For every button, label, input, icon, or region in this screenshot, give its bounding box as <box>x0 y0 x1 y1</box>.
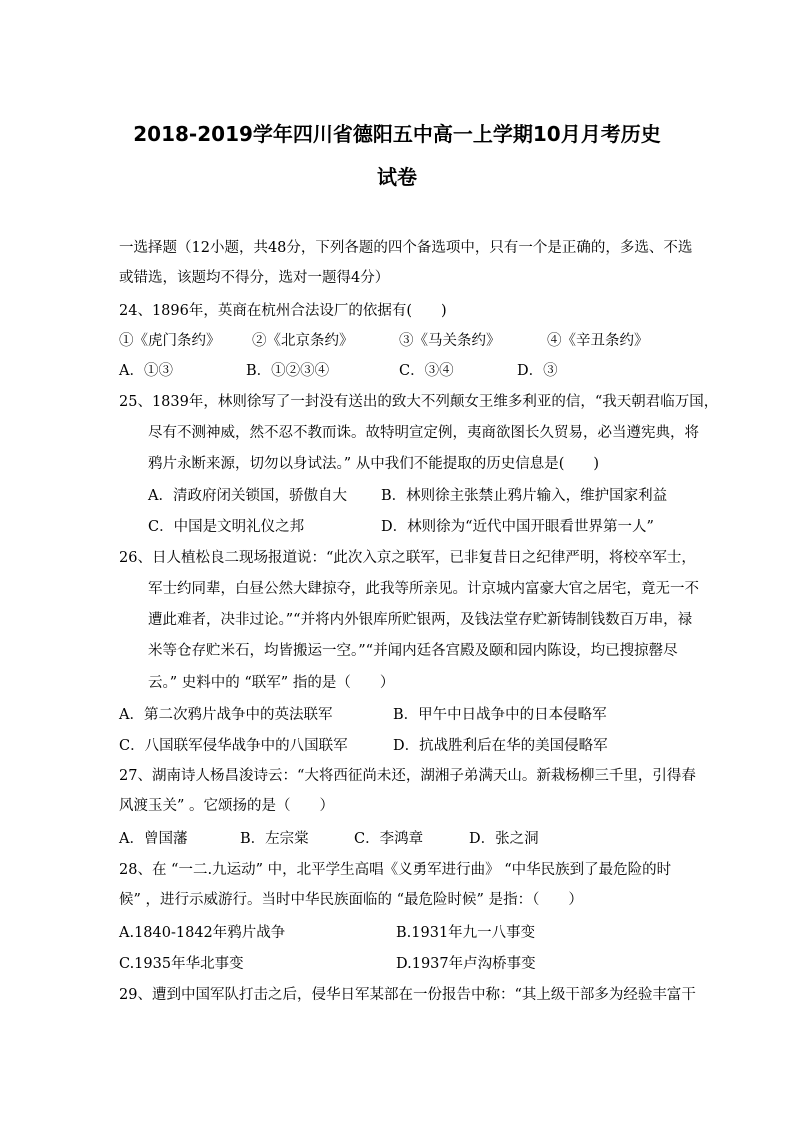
question-24-option-c: C．③④ <box>399 363 454 379</box>
question-24-stem: 24、1896年，英商在杭州合法设厂的依据有( ) <box>119 303 447 319</box>
question-26-option-c: C．八国联军侵华战争中的八国联军 <box>119 738 348 754</box>
question-25-option-d: D．林则徐为“近代中国开眼看世界第一人” <box>381 519 654 535</box>
question-26-line3: 遭此难者，决非过论。”“并将内外银库所贮银两，及钱法堂存贮新铸制钱数百万串，禄 <box>148 612 693 628</box>
question-25-line2: 尽有不测神威，然不忍不教而诛。故特明宣定例，夷商欲图长久贸易，必当遵宪典，将 <box>148 425 699 441</box>
question-27-line1: 27、湖南诗人杨昌浚诗云：“大将西征尚未还，湖湘子弟满天山。新栽杨柳三千里，引得春 <box>119 768 696 784</box>
question-24-option-d: D．③ <box>517 363 558 379</box>
question-28-option-a: A.1840-1842年鸦片战争 <box>119 925 286 941</box>
question-24-item-3: ③《马关条约》 <box>399 333 501 349</box>
question-24-item-1: ①《虎门条约》 <box>119 333 221 349</box>
question-26-option-b: B．甲午中日战争中的日本侵略军 <box>393 707 607 723</box>
question-26-line4: 米等仓存贮米石，均皆搬运一空。”“并闻内廷各宫殿及颐和园内陈设，均已搜掠罄尽 <box>148 643 678 659</box>
question-28-option-d: D.1937年卢沟桥事变 <box>396 956 536 972</box>
question-24-item-4: ④《辛丑条约》 <box>547 333 649 349</box>
question-25-line3: 鸦片永断来源，切勿以身试法。” 从中我们不能提取的历史信息是( ) <box>148 456 600 472</box>
question-28-line2: 候” ，进行示威游行。当时中华民族面临的 “最危险时候” 是指：（ ） <box>119 892 583 908</box>
question-25-option-a: A．清政府闭关锁国，骄傲自大 <box>148 488 347 504</box>
question-29-line1: 29、遭到中国军队打击之后，侵华日军某部在一份报告中称：“其上级干部多为经验丰富干 <box>119 987 696 1003</box>
question-28-option-b: B.1931年九一八事变 <box>396 925 536 941</box>
question-27-option-c: C．李鸿章 <box>354 831 424 847</box>
question-24-option-a: A．①③ <box>119 363 173 379</box>
question-26-line1: 26、日人植松良二现场报道说：“此次入京之联军，已非复昔日之纪律严明，将校卒军士， <box>119 550 696 566</box>
section-instruction-line2: 或错选，该题均不得分，选对一题得4分） <box>119 270 390 286</box>
question-26-line2: 军士约同辈，白昼公然大肆掠夺，此我等所亲见。计京城内富豪大官之居宅，竟无一不 <box>148 581 699 597</box>
exam-title-line1: 2018-2019学年四川省德阳五中高一上学期10月月考历史 <box>133 122 661 146</box>
question-27-option-d: D．张之洞 <box>469 831 539 847</box>
question-25-option-b: B．林则徐主张禁止鸦片输入，维护国家利益 <box>381 488 668 504</box>
question-28-option-c: C.1935年华北事变 <box>119 956 244 972</box>
question-24-item-2: ②《北京条约》 <box>252 333 354 349</box>
question-25-option-c: C．中国是文明礼仪之邦 <box>148 519 305 535</box>
exam-title-line2: 试卷 <box>377 165 417 189</box>
question-26-option-a: A．第二次鸦片战争中的英法联军 <box>119 707 333 723</box>
question-24-option-b: B．①②③④ <box>246 363 330 379</box>
question-28-line1: 28、在 “一二.九运动” 中，北平学生高唱《义勇军进行曲》 “中华民族到了最危险的时 <box>119 862 672 878</box>
question-27-line2: 风渡玉关” 。它颂扬的是（ ） <box>119 798 335 814</box>
section-instruction-line1: 一选择题（12小题，共48分，下列各题的四个备选项中，只有一个是正确的，多选、不选 <box>119 240 693 256</box>
question-27-option-a: A．曾国藩 <box>119 831 188 847</box>
question-27-option-b: B．左宗棠 <box>240 831 309 847</box>
question-26-option-d: D．抗战胜利后在华的美国侵略军 <box>393 738 608 754</box>
question-25-line1: 25、1839年，林则徐写了一封没有送出的致大不列颠女王维多利亚的信，“我天朝君临万国， <box>119 394 719 410</box>
question-26-line5: 云。” 史料中的 “联军” 指的是（ ） <box>148 675 395 691</box>
